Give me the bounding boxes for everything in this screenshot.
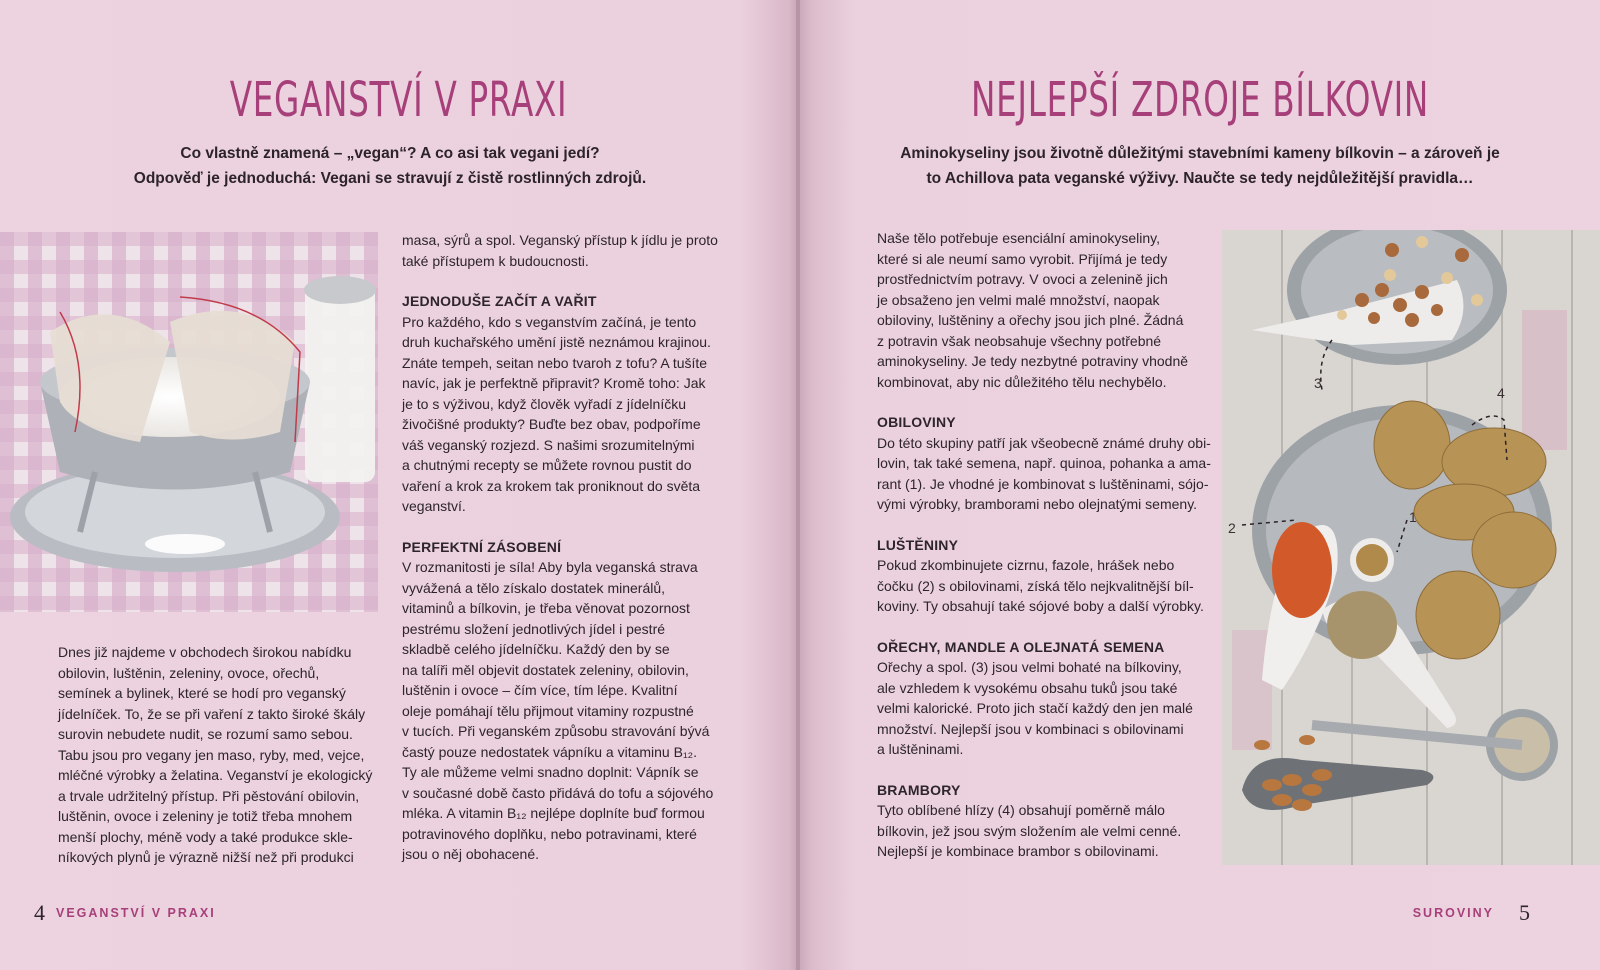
section-heading: LUŠTĚNINY — [877, 536, 959, 553]
body-line: veganství. — [402, 498, 466, 514]
body-line: oleje pomáhají tělu přijmout vitaminy rozpustné — [402, 702, 694, 719]
strainer-photo-illustration — [0, 232, 378, 612]
body-line: a trvale udržitelný přístup. Při pěstování obilovin, — [58, 787, 360, 804]
body-line: Pokud zkombinujete cizrnu, fazole, hrášek nebo — [877, 557, 1175, 573]
body-line: Dnes již najdeme v obchodech širokou nabídku — [58, 644, 352, 660]
body-line: luštěnin i ovoce – čím více, tím lépe. Kvalitní — [402, 682, 678, 698]
photo-label-1: 1 — [1409, 509, 1417, 525]
body-line: pestrému složení jednotlivých jídel i pestré — [402, 620, 666, 637]
protein-sources-photo — [1222, 230, 1600, 865]
body-line: skladbě celého jídelníčku. Každý den by se — [402, 641, 670, 657]
intro-line: Co vlastně znamená – „vegan“? A co asi tak vegani jedí? — [180, 145, 600, 162]
body-line: živočišné produkty? Buďte bez obav, podpoříme — [402, 416, 701, 432]
body-line: Znáte tempeh, seitan nebo tvaroh z tofu? A tušíte — [402, 354, 708, 371]
body-line: mléčné výrobky a želatina. Veganství je ekologický — [58, 767, 373, 783]
body-line: vyvážená a tělo získalo dostatek minerálů, — [402, 579, 666, 596]
page-number-right: 5 — [1519, 900, 1530, 925]
body-line: které si ale neumí samo vyrobit. Přijímá je tedy — [877, 250, 1168, 267]
running-head-right: SUROVINY — [1412, 906, 1494, 920]
body-line: v současné době často přidává do tofu a sójového — [402, 784, 714, 801]
body-line: a chutnými recepty se můžete rovnou pustit do — [402, 457, 692, 473]
body-line: také přístupem k budoucnosti. — [402, 252, 589, 269]
body-line: je to s výživou, když člověk vyřadí z jídelníčku — [402, 395, 686, 412]
section-heading: BRAMBORY — [877, 781, 961, 798]
right-page-title: NEJLEPŠÍ ZDROJE BÍLKOVIN — [970, 72, 1430, 128]
body-line: aminokyseliny. Je tedy nezbytné potraviny vhodně — [877, 353, 1189, 369]
body-line: Ořechy a spol. (3) jsou velmi bohaté na bílkoviny, — [877, 659, 1182, 675]
body-line: ale vzhledem k vysokému obsahu tuků jsou také — [877, 679, 1178, 696]
body-line: a luštěninami. — [877, 741, 964, 757]
left-page-intro — [40, 141, 740, 191]
photo-label-3: 3 — [1314, 375, 1322, 391]
left-column-2 — [402, 230, 742, 865]
body-line: jídelníček. To, že se při vaření z takto široké škály — [58, 705, 366, 722]
body-line: častý pouze nedostatek vápníku a vitaminu B₁₂. — [402, 743, 697, 760]
body-line: V rozmanitosti je síla! Aby byla veganská strava — [402, 559, 698, 575]
intro-line: Odpověď je jednoduchá: Vegani se stravují z čistě rostlinných zdrojů. — [133, 170, 647, 187]
body-line: vitaminů a bílkovin, je třeba věnovat pozornost — [402, 600, 690, 616]
section-heading: JEDNODUŠE ZAČÍT A VAŘIT — [402, 293, 597, 309]
body-line: na talíři měl objevit dostatek zeleniny, obilovin, — [402, 661, 689, 678]
body-line: váš veganský rozjezd. S našimi srozumitelnými — [402, 436, 695, 453]
running-head-left: VEGANSTVÍ V PRAXI — [56, 906, 216, 920]
section-heading: OŘECHY, MANDLE A OLEJNATÁ SEMENA — [877, 638, 1165, 655]
body-line: koviny. Ty obsahují také sójové boby a další výrobky. — [877, 598, 1204, 614]
body-line: luštěnin, ovoce i zeleniny je totiž třeba mnohem — [58, 808, 353, 824]
body-line: vaření a krok za krokem tak proniknout do světa — [402, 477, 701, 494]
body-line: velmi kalorické. Proto jich stačí každý den jen malé — [877, 700, 1193, 716]
body-line: v tucích. Při veganském způsobu stravování bývá — [402, 723, 710, 739]
protein-sources-illustration — [1222, 230, 1600, 865]
body-line: mléka. A vitamin B₁₂ nejlépe doplníte buď formou — [402, 805, 705, 821]
body-line: navíc, jak je perfektně připravit? Kromě toho: Jak — [402, 375, 706, 391]
body-line: z potravin však neobsahuje všechny potřebné — [877, 332, 1162, 349]
body-line: surovin nebudete nudit, se rozumí samo sebou. — [58, 726, 353, 742]
left-page-title: VEGANSTVÍ V PRAXI — [229, 72, 568, 128]
body-line: prostřednictvím potravy. V ovoci a zelenině jich — [877, 271, 1168, 287]
left-page — [0, 0, 797, 970]
page-number-left: 4 — [34, 900, 45, 925]
body-line: masa, sýrů a spol. Veganský přístup k jídlu je proto — [402, 232, 718, 248]
body-line: lovin, tak také semena, např. quinoa, pohanka a ama- — [877, 455, 1211, 471]
intro-line: Aminokyseliny jsou životně důležitými stavebními kameny bílkovin – a zároveň je — [900, 145, 1500, 162]
body-line: Ty ale můžeme velmi snadno doplnit: Vápník se — [402, 764, 699, 780]
body-line: čočku (2) s obilovinami, získá tělo nejkvalitnější bíl- — [877, 577, 1194, 594]
section-heading: OBILOVINY — [877, 414, 956, 430]
photo-label-4: 4 — [1497, 385, 1505, 401]
body-line: semínek a bylinek, které se hodí pro veganský — [58, 685, 346, 701]
body-line: Pro každého, kdo s veganstvím začíná, je tento — [402, 313, 697, 330]
body-line: druh kuchařského umění jistě neznámou krajinou. — [402, 334, 711, 350]
right-column — [877, 228, 1217, 862]
body-line: Nejlepší je kombinace brambor s obilovinami. — [877, 843, 1159, 859]
intro-line: to Achillova pata veganské výživy. Naučte se tedy nejdůležitější pravidla… — [926, 170, 1474, 187]
body-line: potravinového doplňku, nebo potravinami, které — [402, 825, 697, 842]
body-line: Naše tělo potřebuje esenciální aminokyseliny, — [877, 230, 1161, 246]
photo-label-2: 2 — [1228, 520, 1236, 536]
section-heading: PERFEKTNÍ ZÁSOBENÍ — [402, 538, 562, 555]
body-line: menší plochy, méně vody a také produkce skle- — [58, 828, 353, 845]
body-line: jsou o něj obohacené. — [402, 846, 539, 862]
body-line: vými výrobky, bramborami nebo olejnatými semeny. — [877, 496, 1198, 512]
body-line: Tabu jsou pro vegany jen maso, ryby, med, vejce, — [58, 746, 365, 763]
body-line: bílkovin, jež jsou svým složením ale velmi cenné. — [877, 822, 1182, 839]
body-line: rant (1). Je vhodné je kombinovat s luštěninami, sójo- — [877, 475, 1209, 492]
body-line: množství. Nejlepší jsou v kombinaci s obilovinami — [877, 720, 1184, 737]
body-line: Tyto oblíbené hlízy (4) obsahují poměrně málo — [877, 802, 1165, 818]
right-page-intro — [850, 141, 1550, 191]
body-line: je obsaženo jen velmi malé množství, naopak — [877, 291, 1160, 308]
body-line: níkových plynů je výrazně nižší než při produkci — [58, 849, 354, 865]
body-line: Do této skupiny patří jak všeobecně známé druhy obi- — [877, 434, 1211, 451]
body-line: kombinovat, aby nic důležitého tělu nechybělo. — [877, 373, 1167, 390]
left-column-1 — [58, 642, 388, 868]
strainer-photo — [0, 232, 378, 612]
body-line: obilovin, luštěnin, zeleniny, ovoce, ořechů, — [58, 664, 320, 681]
body-line: obiloviny, luštěniny a ořechy jsou jich plné. Žádná — [877, 312, 1184, 328]
